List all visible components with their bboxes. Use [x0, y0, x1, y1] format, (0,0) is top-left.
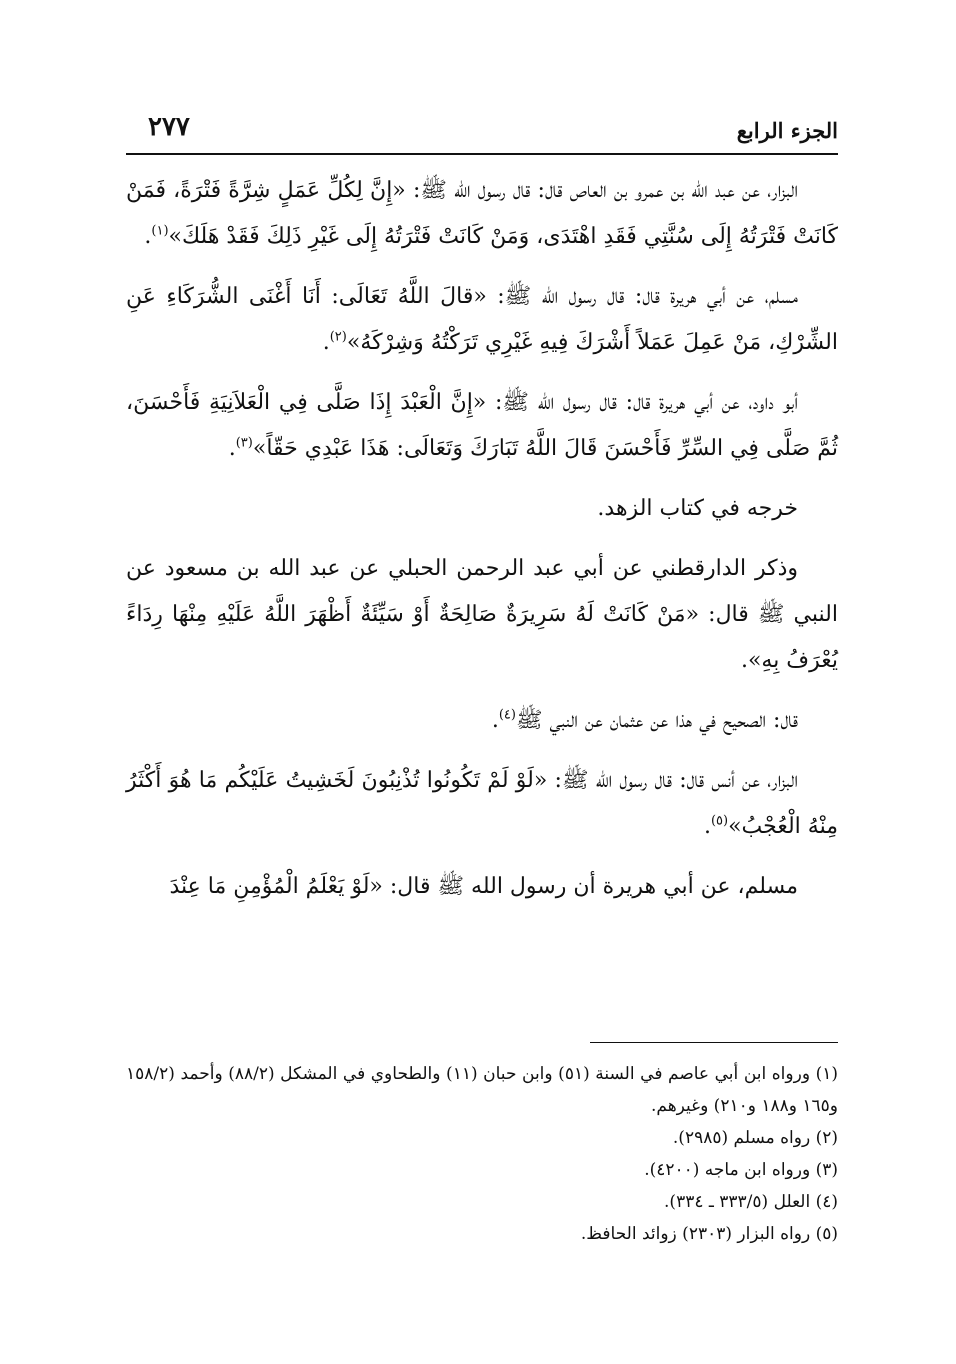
paragraph	[126, 546, 838, 684]
header-rule	[126, 153, 838, 155]
page-header	[126, 112, 838, 152]
footnote-ref: (٢)	[329, 329, 347, 345]
hadith-quote: «لَوْ يَعْلَمُ الْمُؤْمِنِ مَا عِنْدَ	[169, 874, 383, 899]
footnote: (١) ورواه ابن أبي عاصم في السنة (٥١) وابن حبان (١١) والطحاوي في المشكل (٨٨/٢) وأحمد (١٥٨/٢ و١٦٥ و١٨٨ و٢١٠) وغيرهم.	[126, 1064, 839, 1116]
paragraph-lead: أبو داود، عن أبي هريرة قال: قال رسول الله ﷺ:	[486, 390, 798, 415]
hadith-quote: «مَنْ كَانَتْ لَهُ سَرِيرَةٌ صَالِحَةٌ أَوْ سَيِّئَةٌ أَظْهَرَ اللَّهُ عَلَيْهِ مِنْهَا رِدَاءً يُعْرَفُ بِهِ»	[126, 602, 838, 673]
page-number: ٢٧٧	[148, 112, 190, 142]
paragraph-tail: .	[322, 330, 330, 355]
paragraph-lead: البزار، عن عبد الله بن عمرو بن العاص قال: قال رسول الله ﷺ:	[405, 178, 798, 203]
paragraph-tail: .	[491, 708, 499, 733]
paragraph	[126, 758, 838, 850]
footnote: (٤) العلل (٣٣٣/٥ ـ ٣٣٤).	[664, 1192, 838, 1212]
footnote: (٢) رواه مسلم (٢٩٨٥).	[672, 1128, 838, 1148]
paragraph	[126, 698, 838, 744]
footnote: (٥) رواه البزار (٢٣٠٣) زوائد الحافظ.	[580, 1224, 838, 1244]
paragraph-lead: مسلم، عن أبي هريرة قال: قال رسول الله ﷺ:	[486, 284, 798, 309]
paragraph	[126, 486, 838, 532]
paragraph	[126, 168, 838, 260]
paragraph-lead: وذكر الدارقطني عن أبي عبد الرحمن الحبلي عن عبد الله بن مسعود عن النبي ﷺ قال:	[126, 556, 838, 627]
footnote-ref: (٣)	[235, 435, 253, 451]
paragraph-lead: مسلم، عن أبي هريرة أن رسول الله ﷺ قال:	[382, 874, 798, 899]
footnote-rule	[590, 1042, 838, 1043]
paragraph-tail: .	[740, 648, 748, 673]
hadith-quote: «لَوْ لَمْ تَكُونُوا تُذْنِبُونَ لَخَشِيتُ عَلَيْكُم مَا هُوَ أَكْثَرُ مِنْهُ الْعُجْبُ»	[126, 768, 838, 839]
hadith-quote: «إِنَّ الْعَبْدَ إِذَا صَلَّى فِي الْعَلاَنِيَةِ فَأَحْسَنَ، ثُمَّ صَلَّى فِي السِّرِّ فَأَحْسَنَ قَالَ اللَّهُ تَبَارَكَ وَتَعَالَى: هَذَا عَبْدِي حَقّاً»	[126, 390, 838, 461]
paragraph-tail: .	[703, 814, 711, 839]
paragraph	[126, 274, 838, 366]
paragraph-lead: قال: الصحيح في هذا عن عثمان عن النبي ﷺ	[515, 708, 798, 733]
hadith-quote: «إِنَّ لِكُلِّ عَمَلٍ شِرَّةً فَتْرَةً، فَمَنْ كَانَتْ فَتْرَتُهُ إِلَى سُنَّتِي فَقَدِ اهْتَدَى، وَمَنْ كَانَتْ فَتْرَتُهُ إِلَى غَيْرِ ذَلِكَ فَقَدْ هَلَكَ»	[126, 178, 838, 249]
main-text	[126, 168, 838, 924]
paragraph-lead: البزار، عن أنس قال: قال رسول الله ﷺ:	[547, 768, 798, 793]
paragraph-tail: .	[144, 224, 152, 249]
footnote-ref: (١)	[151, 223, 169, 239]
hadith-quote: «قالَ اللَّهُ تَعَالَى: أَنَا أَغْنَى الشُّرَكَاءِ عَنِ الشِّرْكِ، مَنْ عَمِلَ عَمَلاً أَشْرَكَ فِيهِ غَيْرِي تَرَكْتُهُ وَشِرْكَهُ»	[126, 284, 838, 355]
running-title: الجزء الرابع	[736, 118, 838, 143]
footnote: (٣) ورواه ابن ماجه (٤٢٠٠).	[644, 1160, 838, 1180]
paragraph	[126, 380, 838, 472]
paragraph-lead: خرجه في كتاب الزهد.	[597, 496, 798, 521]
footnote-ref: (٥)	[710, 813, 729, 829]
paragraph-tail: .	[228, 436, 236, 461]
paragraph	[126, 864, 838, 910]
footnote-ref: (٤)	[498, 707, 516, 723]
footnotes	[126, 1058, 838, 1250]
